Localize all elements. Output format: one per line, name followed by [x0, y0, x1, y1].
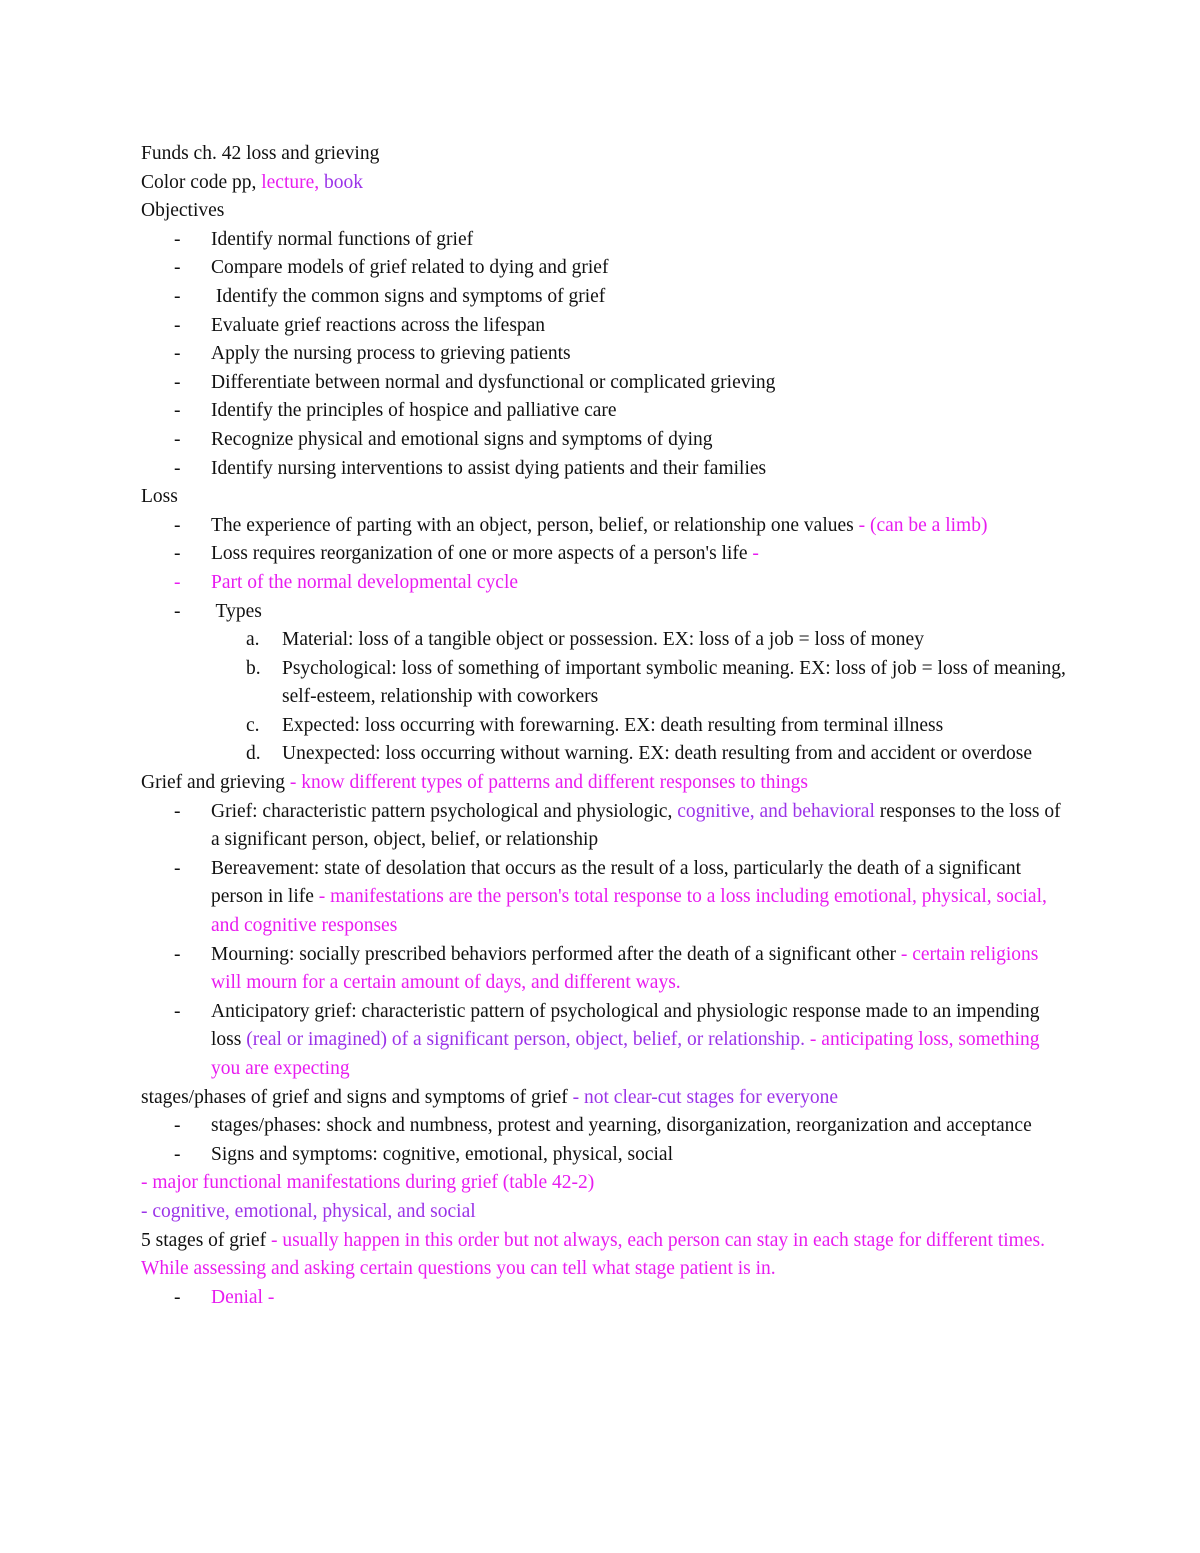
type-item-d: d. Unexpected: loss occurring without warning. EX: death resulting from and accident or overdose — [246, 743, 1032, 765]
list-item: - Identify the principles of hospice and palliative care — [174, 400, 617, 422]
list-item: - stages/phases: shock and numbness, protest and yearning, disorganization, reorganization and acceptance — [174, 1115, 1032, 1137]
stages-heading: stages/phases of grief and signs and symptoms of grief - not clear-cut stages for everyone — [141, 1086, 839, 1108]
list-item: - Recognize physical and emotional signs and symptoms of dying — [174, 428, 713, 450]
list-item: - Identify the common signs and symptoms of grief — [174, 285, 606, 307]
list-item: - Evaluate grief reactions across the lifespan — [174, 314, 546, 336]
color-code-label: Color code pp, — [141, 171, 262, 193]
five-stages-list — [141, 1284, 1066, 1313]
list-item: - Denial - — [174, 1286, 275, 1308]
type-item-a: a. Material: loss of a tangible object or possession. EX: loss of a job = loss of money — [246, 629, 924, 651]
objectives-heading: Objectives — [141, 200, 225, 222]
document-body — [141, 140, 1066, 1312]
list-item: - Identify normal functions of grief — [174, 228, 474, 250]
loss-heading: Loss — [141, 486, 178, 508]
color-code-book: book — [324, 171, 364, 193]
list-item: - Anticipatory grief: characteristic pattern of psychological and physiologic response made to an impending loss (real or imagined) of a significant person, object, belief, or relationship. - anticipating loss, something you are expecting — [174, 1000, 1040, 1079]
stages-list — [141, 1112, 1066, 1169]
color-code-line — [141, 169, 1066, 198]
list-item: - Identify nursing interventions to assist dying patients and their families — [174, 457, 767, 479]
grief-heading-note: - know different types of patterns and different responses to things — [289, 772, 808, 794]
loss-note: - (can be a limb) — [858, 514, 988, 536]
loss-list — [141, 512, 1066, 769]
stages-note-1: - major functional manifestations during grief (table 42-2) — [141, 1172, 595, 1194]
list-item: - Compare models of grief related to dying and grief — [174, 257, 609, 279]
list-item: - Mourning: socially prescribed behaviors performed after the death of a significant other - certain religions will mourn for a certain amount of days, and different ways. — [174, 943, 1039, 994]
list-item: - Types — [174, 600, 262, 622]
grief-list — [141, 798, 1066, 1084]
stages-note-2: - cognitive, emotional, physical, and social — [141, 1200, 476, 1222]
color-code-lecture: lecture, — [261, 171, 325, 193]
objectives-list — [141, 226, 1066, 483]
list-item: - Differentiate between normal and dysfunctional or complicated grieving — [174, 371, 776, 393]
doc-title: Funds ch. 42 loss and grieving — [141, 143, 380, 164]
list-item: - Loss requires reorganization of one or more aspects of a person's life - — [174, 543, 759, 565]
grief-heading: Grief and grieving - know different types of patterns and different responses to things — [141, 772, 808, 794]
list-item: - Part of the normal developmental cycle — [174, 571, 519, 593]
list-item: - Grief: characteristic pattern psychological and physiologic, cognitive, and behavioral responses to the loss of a significant person, object, belief, or relationship — [174, 800, 1061, 851]
list-item: - Bereavement: state of desolation that occurs as the result of a loss, particularly the death of a significant person in life - manifestations are the person's total response to a loss including emotional, physical, social, and cognitive responses — [174, 857, 1047, 937]
loss-definition: The experience of parting with an object, person, belief, or relationship one values — [211, 514, 859, 536]
list-item: - The experience of parting with an object, person, belief, or relationship one values - (can be a limb) — [174, 514, 988, 536]
type-item-c: c. Expected: loss occurring with forewarning. EX: death resulting from terminal illness — [246, 714, 944, 736]
type-item-b: b. Psychological: loss of something of important symbolic meaning. EX: loss of job = loss of meaning, self-esteem, relationship with coworkers — [246, 657, 1066, 708]
five-stages-heading: 5 stages of grief - usually happen in this order but not always, each person can stay in each stage for different times. While assessing and asking certain questions you can tell what stage patient is in. — [141, 1229, 1045, 1280]
list-item: - Apply the nursing process to grieving patients — [174, 343, 571, 365]
list-item: - Signs and symptoms: cognitive, emotional, physical, social — [174, 1143, 673, 1165]
